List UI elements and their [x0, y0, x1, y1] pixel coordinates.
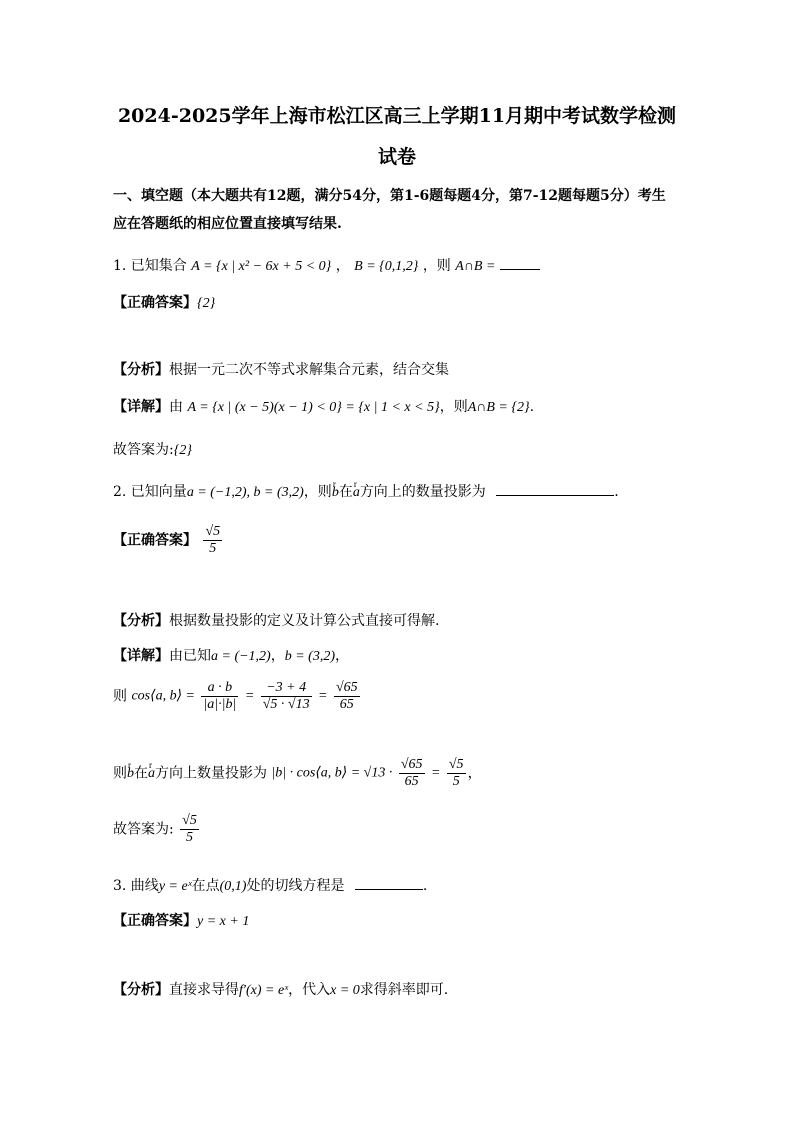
answer-label: 【正确答案】 — [113, 913, 197, 929]
question-text: ，则 — [303, 484, 332, 500]
document-title: 2024-2025学年上海市松江区高三上学期11月期中考试数学检测 — [117, 105, 677, 127]
analysis-text: 求得斜率即可. — [359, 982, 449, 998]
projection-row — [113, 757, 482, 790]
answer-value: y = x + 1 — [197, 914, 250, 929]
answer-blank[interactable] — [355, 875, 423, 890]
question-text: 2. 已知向量 — [113, 484, 187, 500]
equals-sign: = — [430, 765, 441, 781]
punctuation: . — [422, 878, 428, 894]
question-text: ，则 — [422, 258, 451, 274]
detail-text: ，则 — [439, 399, 468, 415]
fraction-numerator: √5 — [182, 813, 197, 828]
question-3 — [113, 875, 427, 897]
question-text: 在点 — [191, 878, 220, 894]
fraction-denominator: 65 — [404, 774, 419, 789]
detail-row — [113, 397, 534, 418]
fraction — [201, 680, 238, 713]
question-text: 1. 已知集合 — [113, 258, 187, 274]
question-text: 在 — [338, 484, 353, 500]
math-expression: A = {x | x² − 6x + 5 < 0} — [191, 259, 332, 274]
conclusion-row — [113, 440, 192, 461]
math-expression: |b| · cos⟨a, b⟩ = √13 · — [271, 765, 393, 781]
question-text: 处的切线方程是 — [246, 878, 345, 894]
fraction — [180, 813, 199, 846]
detail-label: 【详解】 — [113, 399, 169, 415]
math-expression: (0,1) — [219, 879, 247, 894]
math-expression: a = (−1,2) — [211, 649, 271, 664]
analysis-label: 【分析】 — [113, 982, 169, 998]
answer-label: 【正确答案】 — [113, 532, 197, 549]
analysis-text: 直接求导得 — [169, 982, 239, 998]
punctuation: ， — [467, 765, 482, 782]
analysis-label: 【分析】 — [113, 613, 169, 629]
math-expression: A = {x | (x − 5)(x − 1) < 0} = {x | 1 < x < 5} — [187, 400, 440, 415]
analysis-label: 【分析】 — [113, 362, 169, 378]
punctuation: ， — [335, 648, 349, 664]
punctuation: . — [614, 484, 619, 500]
fraction-denominator: √5 · √13 — [262, 697, 310, 712]
analysis-text: ，代入 — [288, 982, 331, 998]
fraction — [399, 757, 425, 790]
equals-sign: = — [244, 688, 255, 704]
detail-text: 方向上数量投影为 — [155, 765, 267, 782]
question-text: 方向上的数量投影为 — [359, 484, 486, 500]
punctuation: ， — [270, 648, 285, 664]
vector-a: r a — [353, 483, 360, 503]
question-2 — [113, 481, 619, 503]
document-title-line2: 试卷 — [377, 146, 416, 168]
fraction — [334, 680, 360, 713]
analysis-text: 根据一元二次不等式求解集合元素，结合交集 — [169, 362, 449, 378]
detail-row — [113, 646, 349, 667]
conclusion-text: 故答案为: — [113, 821, 174, 838]
question-1 — [113, 255, 540, 277]
fraction — [261, 680, 312, 713]
fraction-denominator: 5 — [209, 541, 217, 556]
section-heading: 一、填空题（本大题共有12题，满分54分，第1-6题每题4分，第7-12题每题5分）考生 — [113, 188, 666, 204]
detail-text: 则 — [113, 688, 127, 705]
equals-sign: = — [318, 688, 328, 704]
question-text: 3. 曲线 — [113, 878, 159, 894]
vector-b: r b — [127, 764, 134, 784]
fraction-denominator: 5 — [452, 774, 460, 789]
cosine-row — [113, 680, 362, 713]
analysis-row — [113, 980, 448, 1001]
conclusion-text: 故答案为: — [113, 442, 174, 458]
answer-value: {2} — [197, 296, 216, 311]
math-expression: b = (3,2) — [284, 649, 335, 664]
fraction-numerator: √65 — [335, 680, 358, 695]
detail-text: 则 — [113, 765, 127, 782]
math-expression: A∩B = — [455, 259, 496, 274]
math-expression: A∩B = {2} — [467, 400, 530, 415]
fraction-numerator: √5 — [205, 524, 221, 539]
detail-label: 【详解】 — [113, 648, 169, 664]
math-expression: B = {0,1,2} — [354, 259, 419, 274]
math-expression: x = 0 — [330, 983, 360, 998]
detail-text: 由已知 — [169, 648, 211, 664]
fraction-denominator: 5 — [186, 830, 194, 845]
section-heading-line2: 应在答题纸的相应位置直接填写结果. — [113, 216, 342, 232]
punctuation: ， — [335, 258, 350, 274]
punctuation: . — [529, 399, 535, 415]
answer-row — [113, 911, 249, 932]
answer-blank[interactable] — [496, 481, 614, 496]
vector-b: r b — [332, 483, 339, 503]
answer-row — [113, 293, 215, 314]
math-expression: f′(x) = eˣ — [239, 983, 289, 998]
conclusion-row — [113, 813, 201, 846]
fraction — [447, 757, 466, 790]
math-expression: {2} — [173, 443, 192, 458]
analysis-text: 根据数量投影的定义及计算公式直接可得解. — [169, 613, 440, 629]
answer-blank[interactable] — [500, 255, 540, 270]
answer-label: 【正确答案】 — [113, 295, 197, 311]
analysis-row — [113, 611, 439, 631]
math-expression: a = (−1,2), b = (3,2) — [186, 485, 304, 500]
math-expression: y = eˣ — [158, 879, 192, 894]
fraction-denominator: |a|·|b| — [203, 697, 237, 712]
answer-row — [113, 524, 224, 557]
detail-text: 在 — [134, 765, 148, 782]
vector-a: r a — [148, 764, 155, 784]
answer-fraction — [203, 524, 222, 557]
fraction-numerator: √5 — [448, 757, 464, 772]
detail-text: 由 — [169, 399, 183, 415]
fraction-numerator: √65 — [400, 757, 423, 772]
fraction-numerator: −3 + 4 — [261, 680, 312, 697]
math-expression: cos⟨a, b⟩ = — [131, 688, 195, 704]
fraction-numerator: a · b — [201, 680, 238, 697]
fraction-denominator: 65 — [339, 697, 354, 712]
analysis-row — [113, 360, 449, 380]
